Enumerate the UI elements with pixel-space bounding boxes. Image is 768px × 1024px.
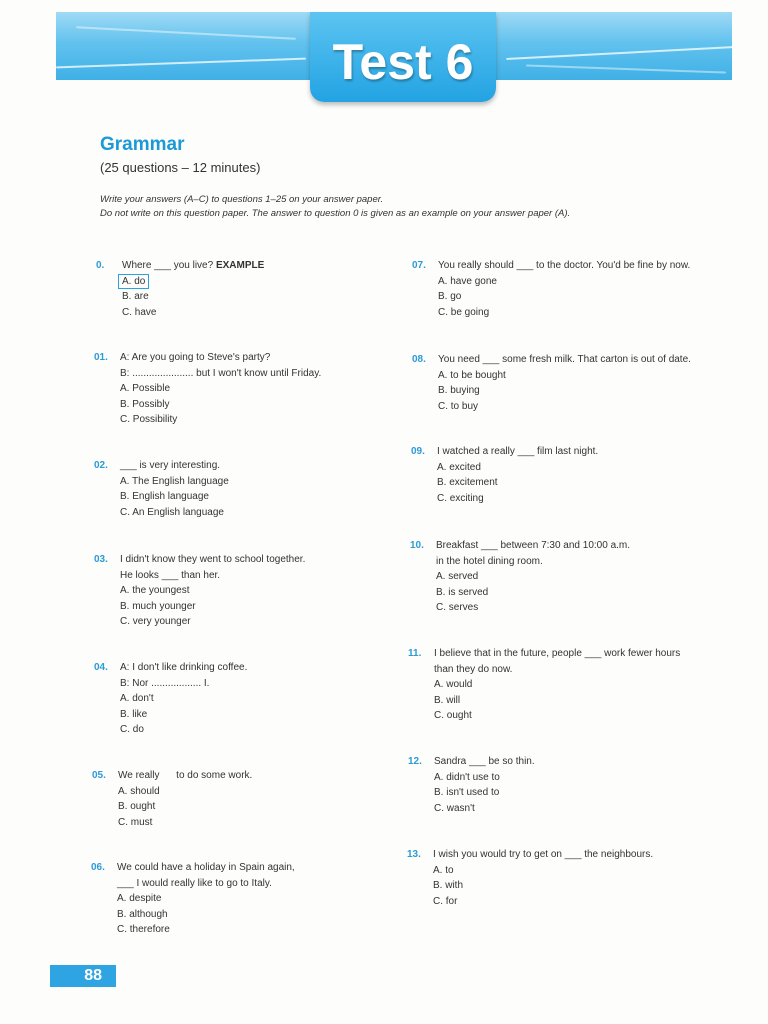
- question-number: 04.: [94, 662, 108, 673]
- answer-option: C. have: [122, 306, 157, 318]
- question-number: 05.: [92, 770, 106, 781]
- answer-option: B. will: [434, 694, 461, 706]
- question-5: [92, 768, 253, 830]
- question-line: B: ...................... but I won't know until Friday.: [120, 367, 322, 379]
- question-number: 08.: [412, 354, 426, 365]
- answer-option: A. didn't use to: [434, 771, 500, 783]
- question-0: [96, 258, 265, 320]
- answer-option: B. buying: [438, 385, 480, 396]
- banner-streak: [506, 46, 732, 60]
- answer-option: C. serves: [436, 602, 479, 613]
- answer-option: C. ought: [434, 710, 472, 721]
- answer-option: B. Possibly: [120, 398, 170, 410]
- page-number: 88: [50, 965, 116, 987]
- question-line: Breakfast ___ between 7:30 and 10:00 a.m.: [436, 540, 631, 551]
- question-2: [94, 458, 229, 520]
- answer-option: A. excited: [437, 461, 481, 473]
- question-number: 10.: [410, 540, 424, 551]
- question-8: [412, 352, 691, 414]
- example-tag: EXAMPLE: [215, 260, 265, 271]
- answer-option: B. are: [122, 291, 149, 302]
- question-line: ___ I would really like to go to Italy.: [117, 877, 272, 889]
- answer-option: C. for: [433, 895, 458, 907]
- question-12: [408, 754, 535, 816]
- answer-option: B. ought: [118, 801, 156, 812]
- question-10: [410, 538, 631, 616]
- question-line: B: Nor .................. I.: [120, 677, 210, 689]
- question-13: [407, 847, 654, 909]
- answer-option: A. don't: [120, 693, 154, 704]
- section-subtitle: (25 questions – 12 minutes): [100, 160, 261, 175]
- answer-option-selected: A. do: [118, 274, 149, 289]
- question-9: [411, 444, 599, 506]
- answer-option: A. have gone: [438, 275, 497, 287]
- question-1: [94, 350, 322, 428]
- answer-option: A. the youngest: [120, 585, 190, 596]
- answer-option: A. The English language: [120, 475, 229, 487]
- question-number: 0.: [96, 260, 105, 271]
- question-7: [412, 258, 691, 320]
- instruction-line: Do not write on this question paper. The answer to question 0 is given as an example on your answer paper (A).: [100, 208, 571, 219]
- answer-option: A. to: [433, 864, 454, 876]
- question-stem: ___ is very interesting.: [120, 460, 221, 471]
- answer-option: A. Possible: [120, 383, 171, 394]
- answer-option: B. with: [433, 880, 464, 891]
- answer-option: C. do: [120, 724, 144, 735]
- answer-option: B. is served: [436, 586, 489, 598]
- question-line: in the hotel dining room.: [436, 555, 543, 567]
- answer-option: C. very younger: [120, 616, 191, 627]
- question-3: [94, 552, 306, 630]
- answer-option: A. to be bought: [438, 369, 506, 381]
- banner-streak: [76, 26, 296, 40]
- answer-option: B. excitement: [437, 477, 498, 488]
- answer-option: C. therefore: [117, 924, 170, 935]
- question-number: 11.: [408, 648, 422, 659]
- question-stem: Where ___ you live?: [122, 260, 214, 271]
- answer-option: A. should: [118, 785, 160, 797]
- question-number: 12.: [408, 756, 422, 767]
- question-stem: I wish you would try to get on ___ the neighbours.: [433, 849, 654, 860]
- question-stem: Sandra ___ be so thin.: [434, 756, 535, 767]
- answer-option: B. although: [117, 908, 168, 920]
- instruction-line: Write your answers (A–C) to questions 1–25 on your answer paper.: [100, 194, 384, 205]
- question-number: 09.: [411, 446, 425, 457]
- answer-option: B. English language: [120, 491, 209, 502]
- question-number: 02.: [94, 460, 108, 471]
- answer-option: B. go: [438, 291, 462, 302]
- question-6: [91, 860, 295, 938]
- question-stem: You need ___ some fresh milk. That carton is out of date.: [438, 354, 691, 365]
- answer-option: A. would: [434, 679, 473, 690]
- test-title: Test 6: [310, 12, 496, 102]
- answer-option: C. An English language: [120, 506, 224, 518]
- question-line: We could have a holiday in Spain again,: [117, 862, 295, 873]
- question-11: [408, 646, 681, 724]
- answer-option: A. served: [436, 571, 479, 582]
- answer-option: B. like: [120, 708, 148, 720]
- question-line: than they do now.: [434, 663, 513, 675]
- question-number: 03.: [94, 554, 108, 565]
- answer-option: C. be going: [438, 306, 490, 318]
- question-stem: We really to do some work.: [118, 770, 253, 781]
- answer-option: C. wasn't: [434, 802, 475, 814]
- question-stem: You really should ___ to the doctor. You'd be fine by now.: [438, 260, 691, 271]
- banner-streak: [526, 65, 726, 74]
- question-line: I didn't know they went to school together.: [120, 554, 306, 565]
- answer-option: B. much younger: [120, 600, 196, 612]
- instructions: [100, 193, 720, 221]
- question-line: A: I don't like drinking coffee.: [120, 662, 248, 673]
- answer-option: C. Possibility: [120, 414, 178, 425]
- question-stem: I watched a really ___ film last night.: [437, 446, 599, 457]
- question-number: 13.: [407, 849, 421, 860]
- question-4: [94, 660, 248, 738]
- answer-option: C. to buy: [438, 400, 479, 412]
- section-title: Grammar: [100, 134, 185, 155]
- question-line: He looks ___ than her.: [120, 569, 221, 581]
- answer-option: C. exciting: [437, 492, 484, 504]
- question-line: I believe that in the future, people ___ work fewer hours: [434, 648, 681, 659]
- answer-option: C. must: [118, 816, 153, 828]
- question-number: 06.: [91, 862, 105, 873]
- answer-option: A. despite: [117, 893, 162, 904]
- banner-streak: [56, 58, 306, 69]
- question-number: 07.: [412, 260, 426, 271]
- answer-option: B. isn't used to: [434, 787, 500, 798]
- question-number: 01.: [94, 352, 108, 363]
- question-line: A: Are you going to Steve's party?: [120, 352, 271, 363]
